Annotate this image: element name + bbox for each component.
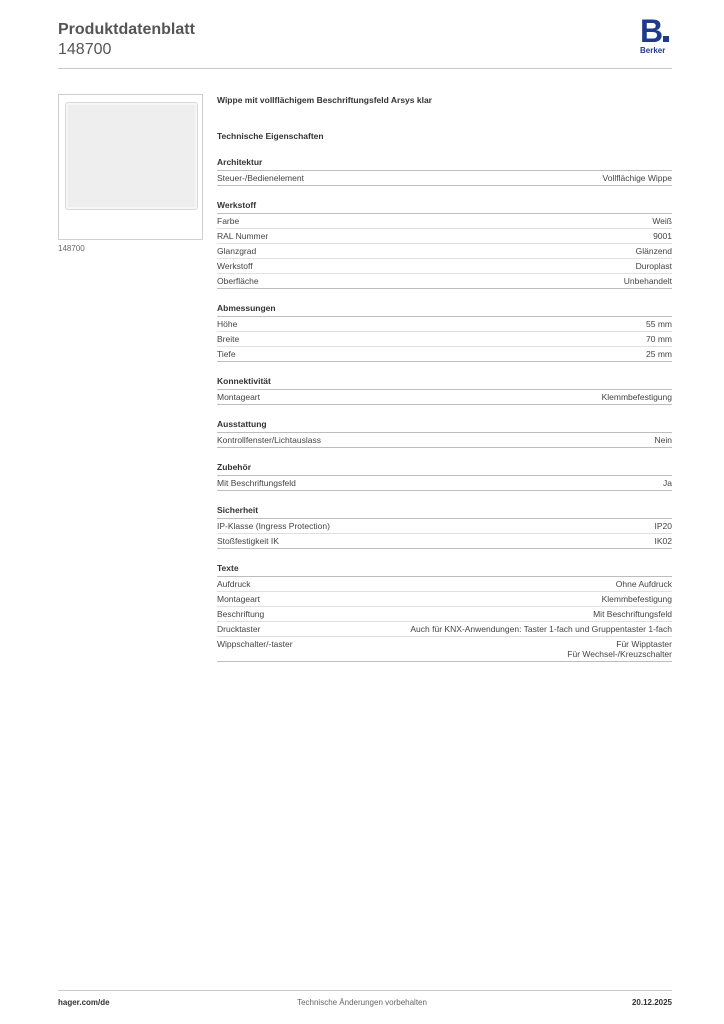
logo-dot xyxy=(663,36,669,42)
property-label: Montageart xyxy=(217,594,260,604)
section-heading: Abmessungen xyxy=(217,303,672,317)
property-value: 70 mm xyxy=(646,334,672,344)
product-details xyxy=(217,95,672,662)
property-row xyxy=(217,577,672,592)
property-value: Mit Beschriftungsfeld xyxy=(593,609,672,619)
property-row xyxy=(217,317,672,332)
property-row xyxy=(217,332,672,347)
property-value: Vollflächige Wippe xyxy=(602,173,672,183)
footer-notice: Technische Änderungen vorbehalten xyxy=(297,998,427,1007)
property-value: Glänzend xyxy=(635,246,672,256)
property-value: Für Wipptaster Für Wechsel-/Kreuzschalter xyxy=(567,639,672,659)
section-abmessungen xyxy=(217,303,672,362)
property-row xyxy=(217,274,672,289)
property-label: Montageart xyxy=(217,392,260,402)
footer-website: hager.com/de xyxy=(58,998,110,1007)
footer-divider xyxy=(58,990,672,991)
property-value: IK02 xyxy=(654,536,672,546)
rocker-switch-picture xyxy=(65,102,198,210)
property-label: IP-Klasse (Ingress Protection) xyxy=(217,521,330,531)
document-header xyxy=(58,20,195,60)
property-label: Höhe xyxy=(217,319,238,329)
property-row xyxy=(217,607,672,622)
property-row xyxy=(217,347,672,362)
property-value: Weiß xyxy=(652,216,672,226)
property-row xyxy=(217,390,672,405)
section-texte xyxy=(217,563,672,662)
property-value: IP20 xyxy=(654,521,672,531)
footer-date: 20.12.2025 xyxy=(631,998,672,1007)
property-row xyxy=(217,519,672,534)
property-label: Wippschalter/-taster xyxy=(217,639,293,649)
document-title: Produktdatenblatt xyxy=(58,21,195,38)
image-caption: 148700 xyxy=(58,244,85,253)
property-label: Beschriftung xyxy=(217,609,265,619)
technical-heading: Technische Eigenschaften xyxy=(217,131,324,141)
section-heading: Texte xyxy=(217,563,672,577)
product-image xyxy=(58,94,203,240)
property-label: Werkstoff xyxy=(217,261,253,271)
property-value: Nein xyxy=(654,435,672,445)
header-divider xyxy=(58,68,672,69)
property-value: Ja xyxy=(663,478,672,488)
property-value: Duroplast xyxy=(635,261,672,271)
property-row xyxy=(217,214,672,229)
property-label: RAL Nummer xyxy=(217,231,269,241)
property-row xyxy=(217,476,672,491)
logo-word: Berker xyxy=(640,46,666,55)
article-number: 148700 xyxy=(58,41,112,58)
section-heading: Sicherheit xyxy=(217,505,672,519)
property-label: Mit Beschriftungsfeld xyxy=(217,478,296,488)
property-value: Ohne Aufdruck xyxy=(615,579,672,589)
property-value: Klemmbefestigung xyxy=(601,594,672,604)
property-label: Tiefe xyxy=(217,349,236,359)
section-heading: Ausstattung xyxy=(217,419,672,433)
product-title: Wippe mit vollflächigem Beschriftungsfeld Arsys klar xyxy=(217,95,432,105)
property-label: Breite xyxy=(217,334,240,344)
property-value: 9001 xyxy=(653,231,672,241)
section-werkstoff xyxy=(217,200,672,289)
property-sections xyxy=(217,157,672,662)
property-row xyxy=(217,259,672,274)
property-label: Oberfläche xyxy=(217,276,259,286)
section-heading: Konnektivität xyxy=(217,376,672,390)
property-value: Unbehandelt xyxy=(623,276,672,286)
property-row xyxy=(217,171,672,186)
section-zubehör xyxy=(217,462,672,491)
section-heading: Architektur xyxy=(217,157,672,171)
property-label: Farbe xyxy=(217,216,240,226)
section-heading: Werkstoff xyxy=(217,200,672,214)
property-row xyxy=(217,244,672,259)
property-row xyxy=(217,592,672,607)
property-label: Stoßfestigkeit IK xyxy=(217,536,279,546)
property-row xyxy=(217,229,672,244)
logo-letter: B xyxy=(640,16,674,46)
property-row xyxy=(217,534,672,549)
property-row xyxy=(217,433,672,448)
property-row xyxy=(217,622,672,637)
property-value: 55 mm xyxy=(646,319,672,329)
section-ausstattung xyxy=(217,419,672,448)
property-value: Klemmbefestigung xyxy=(601,392,672,402)
section-sicherheit xyxy=(217,505,672,549)
section-architektur xyxy=(217,157,672,186)
property-label: Kontrollfenster/Lichtauslass xyxy=(217,435,321,445)
property-label: Drucktaster xyxy=(217,624,261,634)
property-value: 25 mm xyxy=(646,349,672,359)
section-konnektivität xyxy=(217,376,672,405)
berker-logo xyxy=(640,13,674,55)
property-label: Aufdruck xyxy=(217,579,251,589)
section-heading: Zubehör xyxy=(217,462,672,476)
property-label: Steuer-/Bedienelement xyxy=(217,173,304,183)
property-label: Glanzgrad xyxy=(217,246,257,256)
property-value: Auch für KNX-Anwendungen: Taster 1-fach und Gruppentaster 1-fach xyxy=(410,624,672,634)
property-row xyxy=(217,637,672,662)
